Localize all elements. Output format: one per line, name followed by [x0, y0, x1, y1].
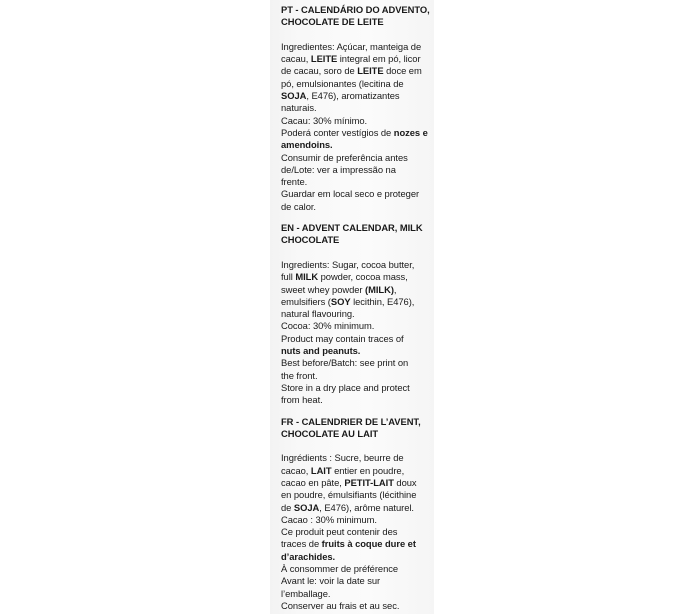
- body-text: , E476), arôme naturel.: [319, 501, 414, 513]
- body-line: [281, 333, 431, 345]
- title-spacer: [281, 29, 431, 41]
- body-text: en poudre, émulsifiants (lécithine: [281, 489, 417, 501]
- section-title-line: CHOCOLATE: [281, 234, 340, 246]
- allergen-text: d’arachides.: [281, 550, 336, 562]
- allergen-text: (MILK): [365, 283, 394, 295]
- body-text: Cacau: 30% mínimo.: [281, 114, 368, 126]
- allergen-text: nozes e: [393, 126, 428, 138]
- body-line: [281, 382, 431, 394]
- body-line: [281, 271, 431, 283]
- body-text: Best before/Batch: see print on: [281, 357, 409, 369]
- body-line: [281, 538, 431, 550]
- body-line: [281, 296, 431, 308]
- body-line: [281, 188, 431, 200]
- body-line: [281, 115, 431, 127]
- ingredients-label: [281, 4, 431, 612]
- body-text: ,: [393, 283, 397, 295]
- allergen-text: PETIT-LAIT: [344, 476, 394, 488]
- body-text: de calor.: [281, 200, 316, 212]
- body-text: Ingredients: Sugar, cocoa butter,: [281, 258, 415, 270]
- body-text: lecithin, E476),: [350, 295, 415, 307]
- section-gap: [281, 213, 431, 222]
- body-line: [281, 284, 431, 296]
- body-text: powder, cocoa mass,: [318, 271, 408, 283]
- section-title-line: EN - ADVENT CALENDAR, MILK: [281, 222, 423, 234]
- allergen-text: amendoins.: [281, 139, 333, 151]
- body-line: [281, 502, 431, 514]
- allergen-text: SOY: [330, 295, 351, 307]
- body-text: Ingredientes: Açúcar, manteiga de: [281, 40, 422, 52]
- allergen-text: LAIT: [310, 464, 332, 476]
- body-text: sweet whey powder: [281, 283, 366, 295]
- body-text: Store in a dry place and protect: [281, 381, 410, 393]
- body-line: [281, 514, 431, 526]
- body-text: traces de: [281, 538, 322, 550]
- body-text: À consommer de préférence: [281, 563, 399, 575]
- body-text: de: [281, 501, 294, 513]
- allergen-text: MILK: [295, 271, 319, 283]
- body-line: [281, 152, 431, 164]
- body-text: naturais.: [281, 102, 317, 114]
- body-text: doux: [393, 476, 417, 488]
- body-line: [281, 65, 431, 77]
- body-line: [281, 588, 431, 600]
- body-line: [281, 139, 431, 151]
- body-text: cacau,: [281, 53, 311, 65]
- body-text: Cacao : 30% minimum.: [281, 513, 377, 525]
- body-text: entier en poudre,: [331, 464, 405, 476]
- section-title-line: CHOCOLATE DE LEITE: [281, 16, 384, 28]
- body-text: Ce produit peut contenir des: [281, 526, 398, 538]
- section-pt: [281, 4, 431, 213]
- body-text: Consumir de preferência antes: [281, 151, 408, 163]
- body-text: Poderá conter vestígios de: [281, 126, 394, 138]
- body-line: [281, 477, 431, 489]
- body-text: Ingrédients : Sucre, beurre de: [281, 452, 404, 464]
- allergen-text: fruits à coque dure et: [321, 538, 416, 550]
- body-text: Guardar em local seco e proteger: [281, 188, 420, 200]
- section-fr: [281, 416, 431, 613]
- body-text: natural flavouring.: [281, 308, 355, 320]
- body-line: [281, 102, 431, 114]
- body-text: pó, emulsionantes (lecitina de: [281, 77, 404, 89]
- body-text: emulsifiers (: [281, 295, 331, 307]
- body-line: [281, 600, 431, 612]
- body-line: [281, 370, 431, 382]
- body-line: [281, 452, 431, 464]
- body-line: [281, 526, 431, 538]
- body-line: [281, 201, 431, 213]
- body-text: full: [281, 271, 296, 283]
- body-text: Product may contain traces of: [281, 332, 404, 344]
- section-en: [281, 222, 431, 406]
- body-line: [281, 563, 431, 575]
- body-text: de/Lote: ver a impressão na: [281, 163, 396, 175]
- body-text: l’emballage.: [281, 587, 331, 599]
- body-text: Conserver au frais et au sec.: [281, 599, 400, 611]
- body-line: [281, 394, 431, 406]
- body-line: [281, 357, 431, 369]
- section-title-line: FR - CALENDRIER DE L’AVENT,: [281, 415, 421, 427]
- section-title-line: PT - CALENDÁRIO DO ADVENTO,: [281, 4, 430, 15]
- body-line: [281, 575, 431, 587]
- body-text: cacao,: [281, 464, 311, 476]
- body-line: [281, 465, 431, 477]
- allergen-text: LEITE: [357, 65, 384, 77]
- body-text: the front.: [281, 369, 318, 381]
- title-spacer: [281, 440, 431, 452]
- body-line: [281, 308, 431, 320]
- allergen-text: nuts and peanuts.: [281, 345, 361, 357]
- allergen-text: LEITE: [310, 53, 338, 65]
- body-text: Cocoa: 30% minimum.: [281, 320, 375, 332]
- body-line: [281, 164, 431, 176]
- body-text: Avant le: voir la date sur: [281, 575, 381, 587]
- title-spacer: [281, 247, 431, 259]
- body-line: [281, 41, 431, 53]
- body-text: from heat.: [281, 394, 323, 406]
- body-line: [281, 90, 431, 102]
- body-line: [281, 551, 431, 563]
- section-gap: [281, 407, 431, 416]
- body-line: [281, 176, 431, 188]
- body-text: doce em: [383, 65, 422, 77]
- allergen-text: SOJA: [293, 501, 320, 513]
- body-line: [281, 259, 431, 271]
- body-line: [281, 53, 431, 65]
- body-text: , E476), aromatizantes: [306, 90, 400, 102]
- allergen-text: SOJA: [281, 90, 307, 102]
- body-text: frente.: [281, 176, 308, 188]
- section-title-line: CHOCOLATE AU LAIT: [281, 427, 379, 439]
- body-text: integral em pó, licor: [337, 53, 421, 65]
- body-text: de cacau, soro de: [281, 65, 358, 77]
- body-text: cacao en pâte,: [281, 476, 345, 488]
- body-line: [281, 345, 431, 357]
- body-line: [281, 489, 431, 501]
- body-line: [281, 127, 431, 139]
- body-line: [281, 78, 431, 90]
- body-line: [281, 320, 431, 332]
